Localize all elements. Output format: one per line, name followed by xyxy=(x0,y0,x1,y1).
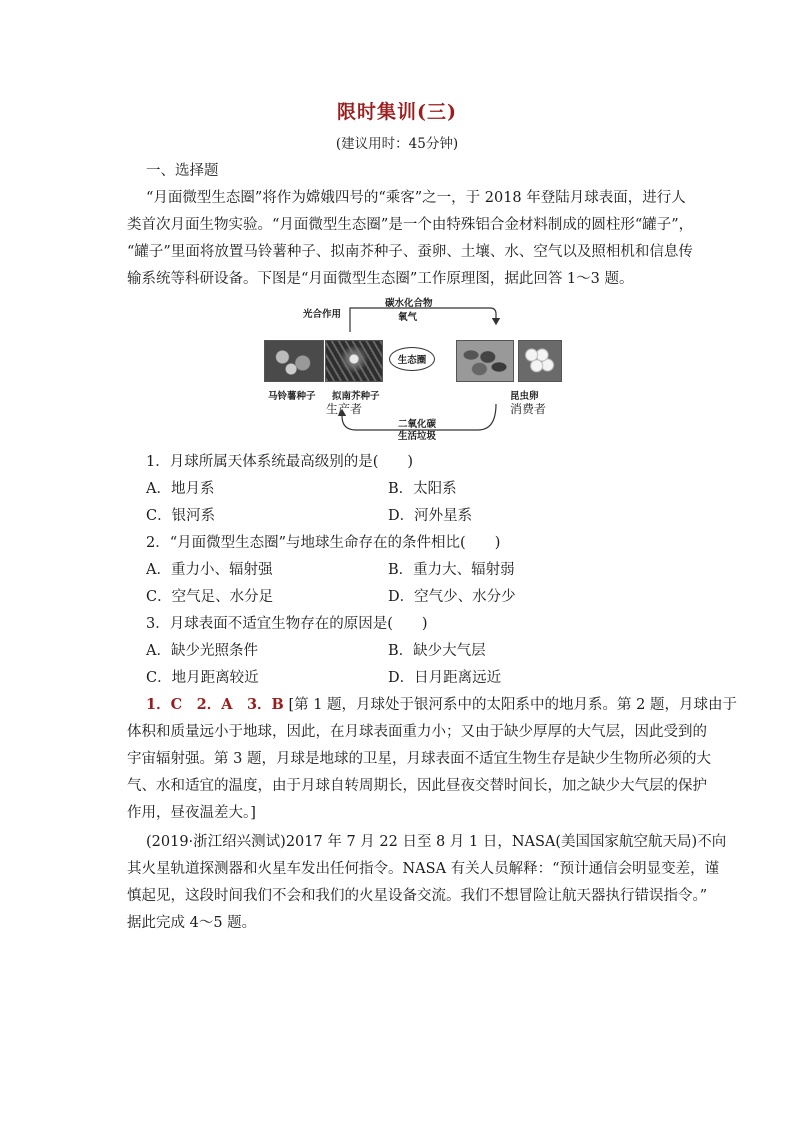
oxygen-label: 氧气 xyxy=(398,312,418,323)
section-heading: 一、选择题 xyxy=(146,163,219,179)
question-3-stem: 3．月球表面不适宜生物存在的原因是( ) xyxy=(146,616,428,632)
question-3-option-a: A．缺少光照条件 xyxy=(146,643,258,659)
passage-line: (2019·浙江绍兴测试)2017 年 7 月 22 日至 8 月 1 日，NASA(美国国家航空航天局)不向 xyxy=(146,834,727,850)
insect-egg-photo xyxy=(518,340,562,382)
answer-line: 作用，昼夜温差大。] xyxy=(127,805,256,821)
answer-line: 宇宙辐射强。第 3 题，月球是地球的卫星，月球表面不适宜生物生存是缺少生物所必须的大 xyxy=(127,751,711,767)
waste-label: 生活垃圾 xyxy=(398,431,437,442)
silkworm-egg-photo xyxy=(456,340,514,382)
consumer-label: 消费者 xyxy=(510,402,547,416)
answer-text: [第 1 题，月球处于银河系中的太阳系中的地月系。第 2 题，月球由于 xyxy=(288,697,737,713)
passage-line: 类首次月面生物实验。“月面微型生态圈”是一个由特殊铝合金材料制成的圆柱形“罐子”， xyxy=(127,217,694,233)
photosynthesis-label: 光合作用 xyxy=(303,309,342,320)
question-2-option-b: B．重力大、辐射弱 xyxy=(388,562,515,578)
answer-line: 体积和质量远小于地球，因此，在月球表面重力小；又由于缺少厚厚的大气层，因此受到的 xyxy=(127,724,707,740)
question-1-option-b: B．太阳系 xyxy=(388,481,457,497)
question-1-option-d: D．河外星系 xyxy=(388,508,473,524)
answer-line: 气、水和适宜的温度，由于月球自转周期长，因此昼夜交替时间长，加之缺少大气层的保护 xyxy=(127,778,707,794)
passage-line: 输系统等科研设备。下图是“月面微型生态圈”工作原理图，据此回答 1～3 题。 xyxy=(127,271,634,287)
passage-line: “月面微型生态圈”将作为嫦娥四号的“乘客”之一，于 2018 年登陆月球表面，进行人 xyxy=(146,190,686,206)
question-1-option-a: A．地月系 xyxy=(146,481,215,497)
question-3-option-b: B．缺少大气层 xyxy=(388,643,486,659)
question-3-option-d: D．日月距离远近 xyxy=(388,670,502,686)
ecosphere-center: 生态圈 xyxy=(389,347,435,371)
answer-line xyxy=(146,693,737,714)
question-1-stem: 1．月球所属天体系统最高级别的是( ) xyxy=(146,454,414,470)
insect-egg-caption: 昆虫卵 xyxy=(510,391,539,402)
ecosystem-diagram xyxy=(258,292,566,442)
potato-seed-photo xyxy=(264,340,324,382)
arabidopsis-seed-caption: 拟南芥种子 xyxy=(332,391,380,402)
question-2-option-a: A．重力小、辐射强 xyxy=(146,562,273,578)
question-2-option-d: D．空气少、水分少 xyxy=(388,589,516,605)
producer-label: 生产者 xyxy=(326,402,363,416)
answer-keys: 1．C 2．A 3．B xyxy=(146,696,284,713)
page-title: 限时集训(三) xyxy=(337,101,457,123)
time-suggestion: (建议用时：45分钟) xyxy=(335,136,459,152)
passage-line: 据此完成 4～5 题。 xyxy=(127,915,257,931)
carbohydrate-label: 碳水化合物 xyxy=(385,298,433,309)
passage-line: 慎起见，这段时间我们不会和我们的火星设备交流。我们不想冒险让航天器执行错误指令。” xyxy=(127,888,708,904)
question-3-option-c: C．地月距离较近 xyxy=(146,670,259,686)
co2-label: 二氧化碳 xyxy=(398,419,437,430)
question-2-option-c: C．空气足、水分足 xyxy=(146,589,274,605)
arabidopsis-seed-photo xyxy=(325,340,383,382)
passage-line: “罐子”里面将放置马铃薯种子、拟南芥种子、蚕卵、土壤、水、空气以及照相机和信息传 xyxy=(127,244,693,260)
passage-line: 其火星轨道探测器和火星车发出任何指令。NASA 有关人员解释：“预计通信会明显变差，谨 xyxy=(127,861,720,877)
question-2-stem: 2．“月面微型生态圈”与地球生命存在的条件相比( ) xyxy=(146,535,501,551)
potato-seed-caption: 马铃薯种子 xyxy=(268,391,316,402)
question-1-option-c: C．银河系 xyxy=(146,508,216,524)
